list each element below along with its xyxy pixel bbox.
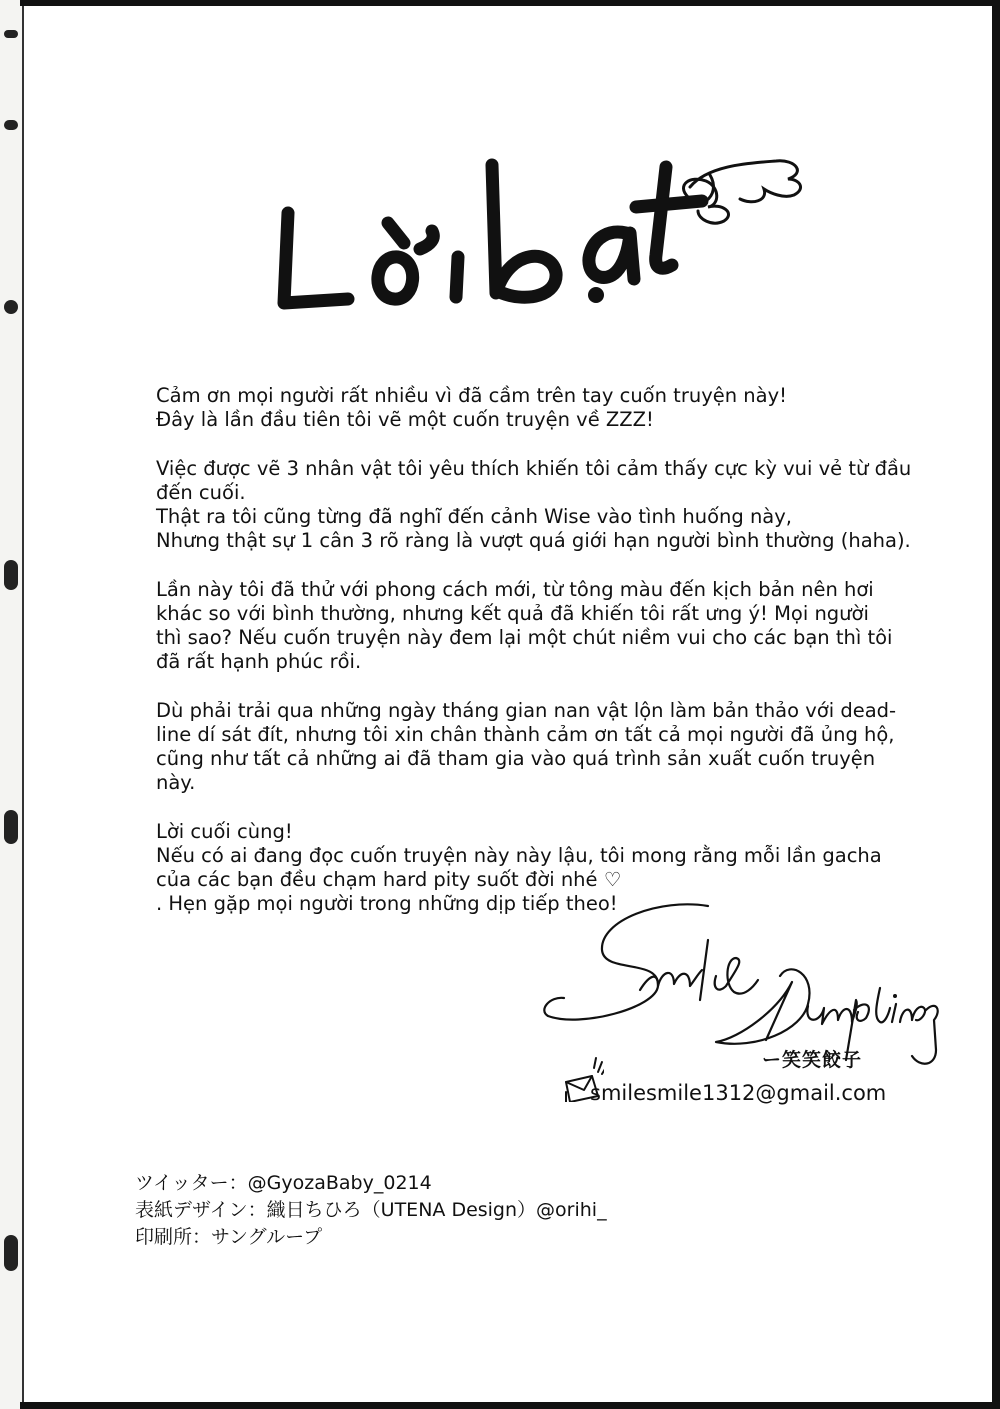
text-line: Nếu có ai đang đọc cuốn truyện này này lậu, tôi mong rằng mỗi lần gacha bbox=[156, 843, 882, 867]
text-line: đến cuối. bbox=[156, 480, 246, 504]
binding-mark bbox=[4, 810, 18, 844]
top-border bbox=[20, 0, 1000, 6]
binding-mark bbox=[4, 30, 18, 38]
credit-cover-design: 表紙デザイン：織日ちひろ（UTENA Design）@orihi_ bbox=[135, 1199, 607, 1221]
text-line: Cảm ơn mọi người rất nhiều vì đã cầm trên tay cuốn truyện này! bbox=[156, 384, 787, 407]
afterword-body bbox=[156, 384, 916, 941]
binding-mark bbox=[4, 560, 18, 590]
credits-block bbox=[135, 1170, 607, 1251]
paragraph-4 bbox=[156, 699, 916, 796]
text-line: Lần này tôi đã thử với phong cách mới, từ tông màu đến kịch bản nên hơi bbox=[156, 577, 874, 601]
author-email: smilesmile1312@gmail.com bbox=[590, 1081, 887, 1105]
bottom-border bbox=[20, 1402, 1000, 1409]
text-line: khác so với bình thường, nhưng kết quả đã khiến tôi rất ưng ý! Mọi người bbox=[156, 601, 869, 625]
paragraph-3 bbox=[156, 578, 916, 675]
binding-mark bbox=[4, 300, 18, 314]
scanned-left-edge bbox=[0, 0, 24, 1409]
text-line: này. bbox=[156, 771, 196, 795]
page-title bbox=[270, 145, 830, 320]
text-line: thì sao? Nếu cuốn truyện này đem lại một chút niềm vui cho các bạn thì tôi bbox=[156, 626, 893, 649]
text-line: Việc được vẽ 3 nhân vật tôi yêu thích khiến tôi cảm thấy cực kỳ vui vẻ từ đầu bbox=[156, 456, 912, 480]
credit-twitter: ツイッター：@GyozaBaby_0214 bbox=[135, 1172, 432, 1194]
right-border bbox=[992, 0, 1000, 1409]
text-line: của các bạn đều chạm hard pity suốt đời nhé ♡ bbox=[156, 868, 622, 891]
text-line: . Hẹn gặp mọi người trong những dịp tiếp theo! bbox=[156, 892, 618, 916]
paragraph-1 bbox=[156, 384, 916, 432]
binding-mark bbox=[4, 120, 18, 130]
binding-mark bbox=[4, 1235, 18, 1271]
text-line: Lời cuối cùng! bbox=[156, 819, 293, 843]
text-line: Dù phải trải qua những ngày tháng gian nan vật lộn làm bản thảo với dead- bbox=[156, 698, 897, 722]
credit-printer: 印刷所：サングループ bbox=[135, 1226, 323, 1248]
text-line: cũng như tất cả những ai đã tham gia vào quá trình sản xuất cuốn truyện bbox=[156, 747, 876, 770]
author-name-jp: ー笑笑餃子 bbox=[762, 1049, 863, 1071]
text-line: Đây là lần đầu tiên tôi vẽ một cuốn truyện về ZZZ! bbox=[156, 408, 654, 432]
paragraph-2 bbox=[156, 457, 916, 554]
text-line: Thật ra tôi cũng từng đã nghĩ đến cảnh Wise vào tình huống này, bbox=[156, 505, 792, 528]
text-line: Nhưng thật sự 1 cân 3 rõ ràng là vượt quá giới hạn người bình thường (haha). bbox=[156, 529, 911, 553]
text-line: line dí sát đít, nhưng tôi xin chân thành cảm ơn tất cả mọi người đã ủng hộ, bbox=[156, 722, 895, 746]
text-line: đã rất hạnh phúc rồi. bbox=[156, 650, 362, 674]
